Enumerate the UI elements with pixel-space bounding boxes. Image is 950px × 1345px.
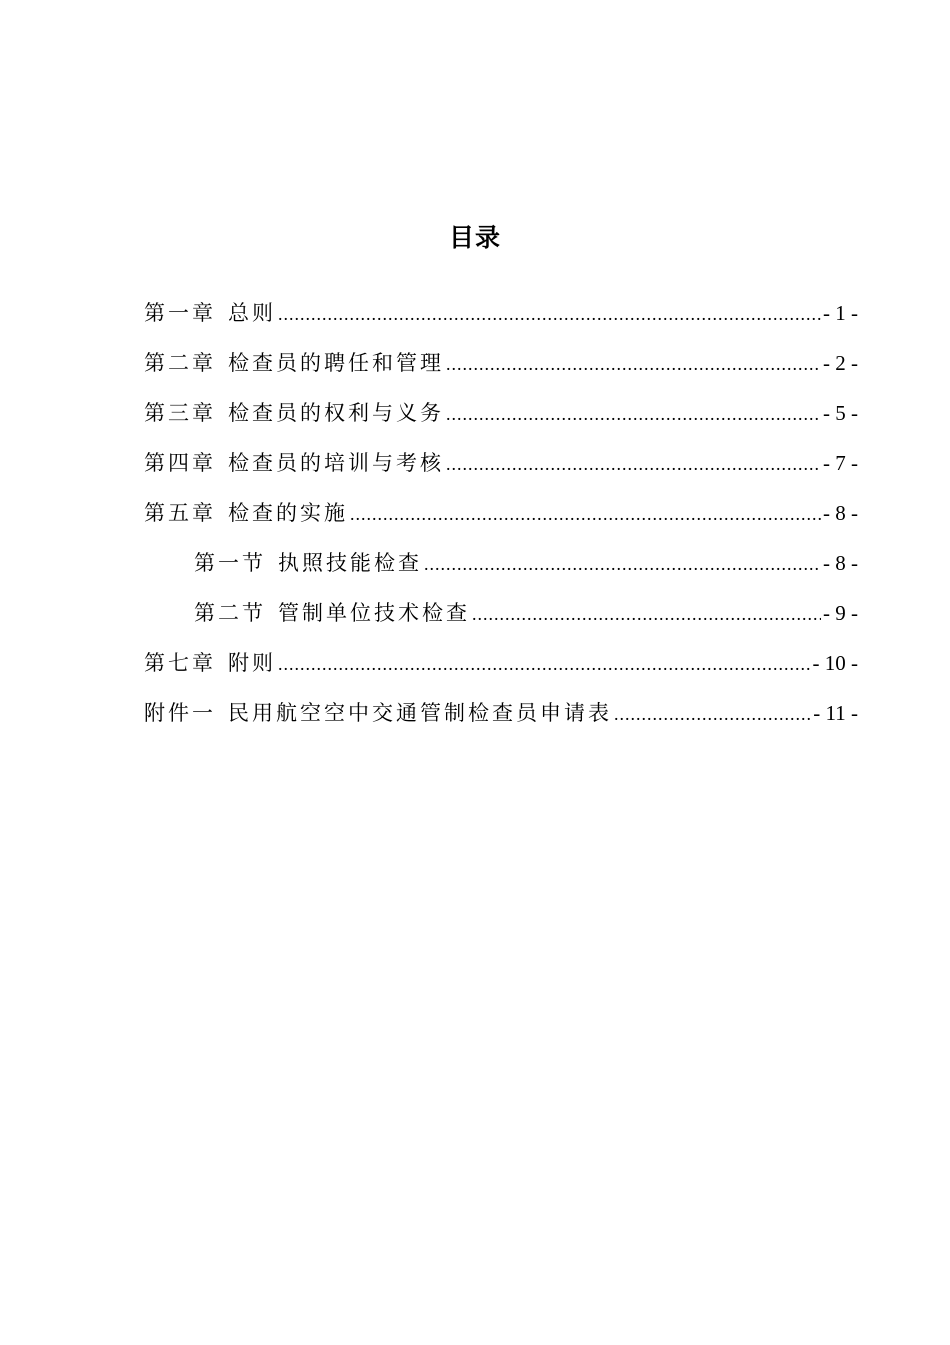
toc-entry-chapter: 附件一 <box>144 701 216 725</box>
toc-entry-section-1[interactable] <box>144 541 858 591</box>
toc-dot-leader <box>614 692 811 736</box>
toc-entry-chapter: 第二章 <box>144 351 216 375</box>
toc-entry-label <box>194 591 470 635</box>
toc-entry-page: - 1 - <box>823 301 858 325</box>
toc-entry-chapter-7[interactable] <box>144 641 858 691</box>
toc-entry-page: - 8 - <box>823 551 858 575</box>
toc-entry-name: 检查员的权利与义务 <box>228 401 444 425</box>
toc-entry-chapter: 第三章 <box>144 401 216 425</box>
toc-entry-label <box>144 341 444 385</box>
toc-entry-name: 总则 <box>228 301 276 325</box>
toc-entry-chapter: 第七章 <box>144 651 216 675</box>
toc-entry-name: 执照技能检查 <box>278 551 422 575</box>
toc-entry-page: - 8 - <box>823 501 858 525</box>
toc-entry-label <box>144 441 444 485</box>
toc-entry-page: - 10 - <box>812 651 858 675</box>
toc-dot-leader <box>424 542 821 586</box>
toc-entry-chapter: 第一章 <box>144 301 216 325</box>
toc-dot-leader <box>446 442 821 486</box>
toc-entry-name: 附则 <box>228 651 276 675</box>
toc-entry-label <box>144 491 348 535</box>
toc-entry-page: - 5 - <box>823 401 858 425</box>
toc-entry-label <box>144 391 444 435</box>
toc-entry-chapter: 第一节 <box>194 551 266 575</box>
toc-list <box>144 291 858 741</box>
toc-dot-leader <box>350 492 821 536</box>
toc-entry-name: 民用航空空中交通管制检查员申请表 <box>228 701 612 725</box>
toc-entry-label <box>144 291 276 335</box>
toc-entry-label <box>144 641 276 685</box>
toc-entry-chapter: 第四章 <box>144 451 216 475</box>
toc-entry-name: 检查员的培训与考核 <box>228 451 444 475</box>
toc-entry-appendix-1[interactable] <box>144 691 858 741</box>
toc-entry-chapter-1[interactable] <box>144 291 858 341</box>
toc-entry-chapter-2[interactable] <box>144 341 858 391</box>
toc-entry-chapter: 第二节 <box>194 601 266 625</box>
toc-dot-leader <box>446 342 821 386</box>
toc-entry-chapter-4[interactable] <box>144 441 858 491</box>
toc-dot-leader <box>278 642 811 686</box>
toc-entry-page: - 2 - <box>823 351 858 375</box>
toc-entry-name: 检查的实施 <box>228 501 348 525</box>
toc-entry-chapter-3[interactable] <box>144 391 858 441</box>
toc-dot-leader <box>446 392 821 436</box>
toc-entry-label <box>144 691 612 735</box>
toc-entry-label <box>194 541 422 585</box>
toc-entry-section-2[interactable] <box>144 591 858 641</box>
toc-entry-page: - 11 - <box>813 701 858 725</box>
toc-dot-leader <box>278 292 821 336</box>
toc-entry-chapter-5[interactable] <box>144 491 858 541</box>
toc-title: 目录 <box>448 223 501 252</box>
toc-dot-leader <box>472 592 821 636</box>
toc-entry-name: 检查员的聘任和管理 <box>228 351 444 375</box>
toc-entry-name: 管制单位技术检查 <box>278 601 470 625</box>
toc-entry-page: - 9 - <box>823 601 858 625</box>
toc-entry-page: - 7 - <box>823 451 858 475</box>
toc-entry-chapter: 第五章 <box>144 501 216 525</box>
